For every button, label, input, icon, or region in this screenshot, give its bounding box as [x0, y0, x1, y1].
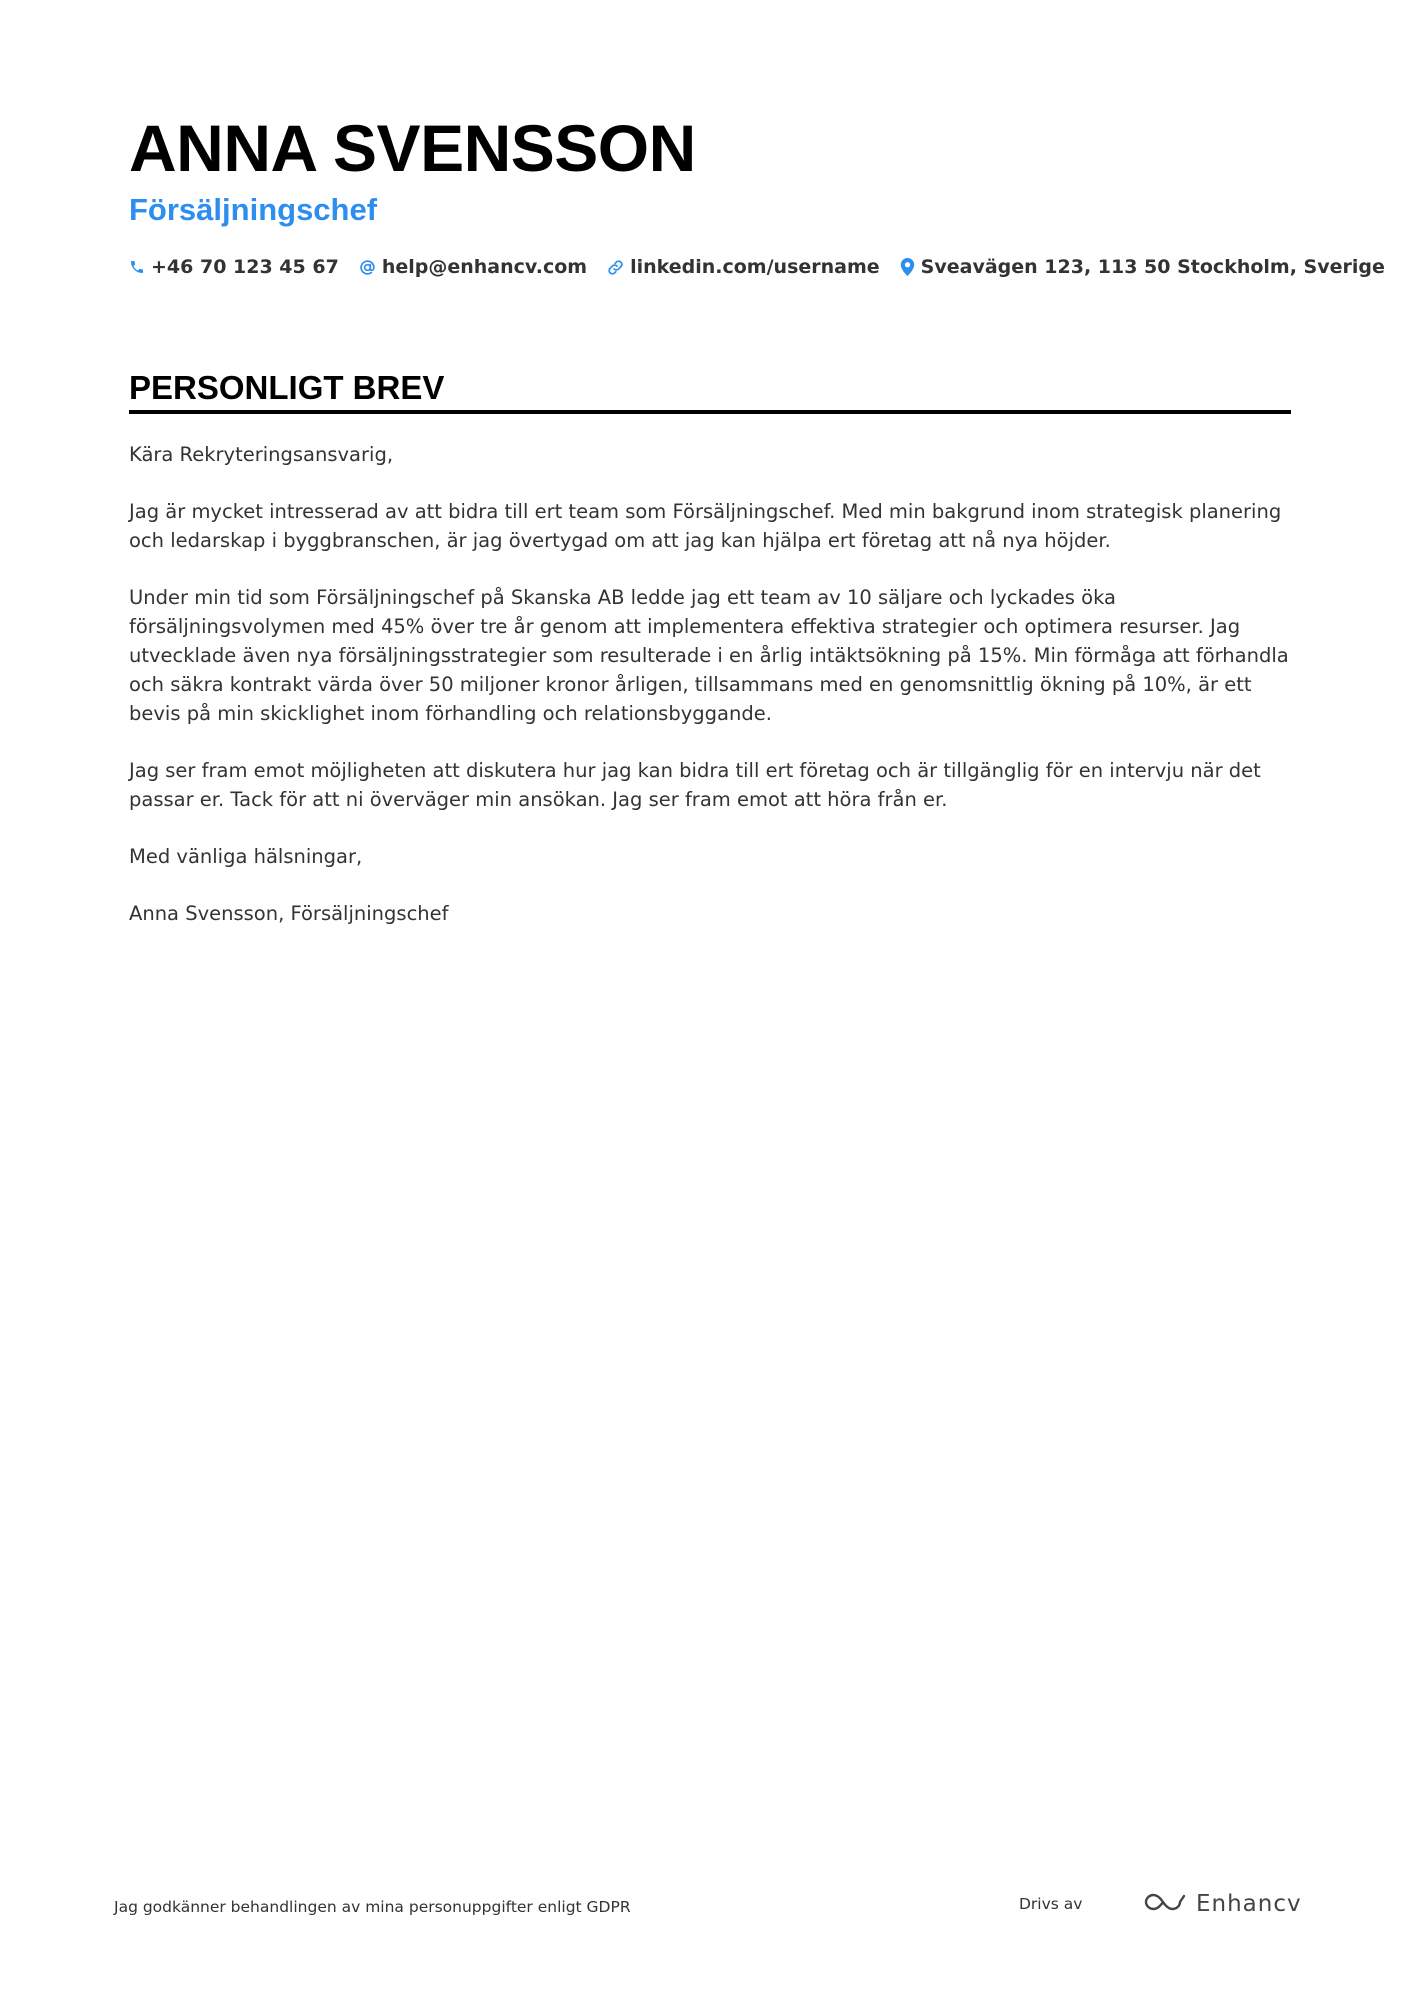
contact-email[interactable] [359, 254, 587, 280]
job-title: Försäljningschef [129, 192, 378, 227]
contact-address [900, 254, 1385, 280]
contact-bar [129, 254, 1385, 280]
gdpr-consent-text: Jag godkänner behandlingen av mina personuppgifter enligt GDPR [114, 1898, 631, 1916]
enhancv-logo-icon [1140, 1890, 1186, 1918]
section-title: PERSONLIGT BREV [129, 369, 445, 406]
location-pin-icon [900, 258, 915, 276]
contact-phone[interactable] [129, 254, 339, 280]
powered-by-label: Drivs av [1019, 1895, 1083, 1913]
address-text: Sveavägen 123, 113 50 Stockholm, Sverige [920, 256, 1385, 278]
letter-closing: Med vänliga hälsningar, [129, 845, 363, 868]
enhancv-brand[interactable] [1140, 1890, 1302, 1918]
letter-signature: Anna Svensson, Försäljningschef [129, 902, 449, 925]
link-icon [607, 259, 624, 276]
at-icon [359, 259, 376, 276]
contact-linkedin[interactable] [607, 254, 880, 280]
linkedin-text: linkedin.com/username [630, 256, 880, 278]
candidate-name: ANNA SVENSSON [129, 111, 696, 185]
phone-text: +46 70 123 45 67 [151, 256, 339, 278]
letter-greeting: Kära Rekryteringsansvarig, [129, 443, 394, 466]
letter-paragraph-1: Jag är mycket intresserad av att bidra till ert team som Försäljningschef. Med min bakgrund inom strategisk planering och ledarskap i byggbranschen, är jag övertygad om att jag kan hjälpa ert företag att nå nya höjder. [129, 500, 1282, 552]
letter-paragraph-2: Under min tid som Försäljningschef på Skanska AB ledde jag ett team av 10 säljare och lyckades öka försäljningsvolymen med 45% över tre år genom att implementera effektiva strategier och optimera resurser. Jag utvecklade även nya försäljningsstrategier som resulterade i en årlig intäktsökning på 15%. Min förmåga att förhandla och säkra kontrakt värda över 50 miljoner kronor årligen, tillsammans med en genomsnittlig ökning på 10%, är ett bevis på min skicklighet inom förhandling och relationsbyggande. [129, 586, 1289, 725]
phone-icon [129, 259, 145, 275]
letter-paragraph-3: Jag ser fram emot möjligheten att diskutera hur jag kan bidra till ert företag och är tillgänglig för en intervju när det passar er. Tack för att ni överväger min ansökan. Jag ser fram emot att höra från er. [129, 759, 1261, 811]
email-text: help@enhancv.com [381, 256, 588, 278]
letter-body [129, 440, 1291, 956]
section-divider [129, 410, 1291, 414]
enhancv-brand-name: Enhancv [1196, 1891, 1302, 1917]
